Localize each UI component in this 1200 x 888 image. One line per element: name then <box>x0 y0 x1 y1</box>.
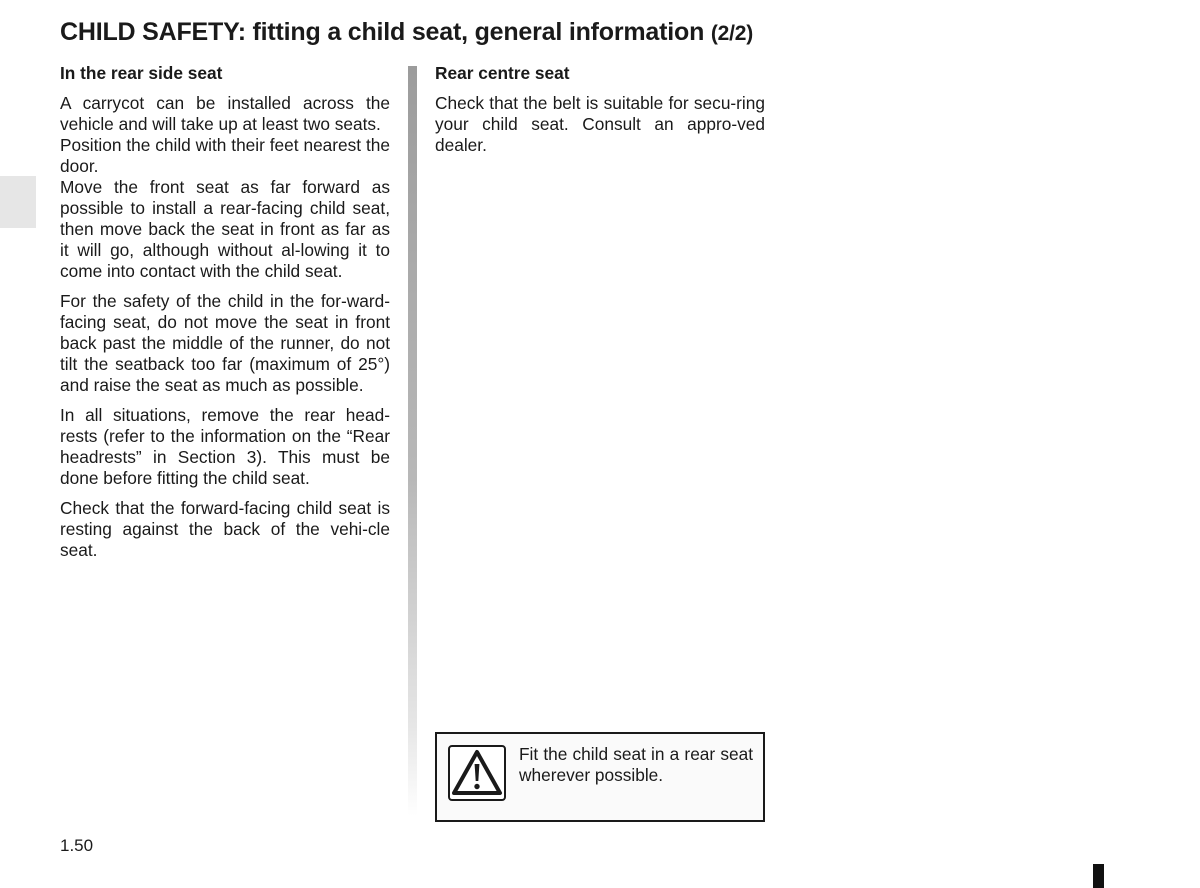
paragraph-line: In all situations, remove the rear head-rests (refer to the information on the “Rear headrests” in Section 3). This must be done before fitting the child seat. <box>60 405 390 488</box>
warning-text: Fit the child seat in a rear seat wherever possible. <box>519 744 753 785</box>
page-title <box>60 18 753 47</box>
left-column-heading: In the rear side seat <box>60 63 223 83</box>
paragraph-line: A carrycot can be installed across the vehicle and will take up at least two seats. <box>60 93 390 134</box>
left-column <box>60 63 390 570</box>
paragraph-line: Check that the forward-facing child seat is resting against the back of the vehi-cle seat. <box>60 498 390 560</box>
column-divider <box>408 66 417 816</box>
paragraph-line: For the safety of the child in the for-ward-facing seat, do not move the seat in front back past the middle of the runner, do not tilt the seatback too far (maximum of 25°) and raise the seat as much as possible. <box>60 291 390 395</box>
right-column-heading: Rear centre seat <box>435 63 570 83</box>
page-number: 1.50 <box>60 836 94 855</box>
paragraph <box>60 291 390 396</box>
page-title-suffix: (2/2) <box>710 22 754 45</box>
paragraph <box>60 405 390 489</box>
warning-box <box>435 732 765 822</box>
paragraph <box>60 93 390 282</box>
warning-triangle-icon <box>448 745 506 801</box>
paragraph-line: Position the child with their feet nearest the door. <box>60 135 390 176</box>
right-column <box>435 63 765 165</box>
paragraph: Check that the belt is suitable for secu-ring your child seat. Consult an appro-ved dealer. <box>435 93 765 155</box>
paragraph <box>60 498 390 561</box>
warning-triangle-graphic <box>450 747 504 799</box>
paragraph-line: Move the front seat as far forward as possible to install a rear-facing child seat, then move back the seat in front as far as it will go, although without al-lowing it to come into contact with the child seat. <box>60 177 390 281</box>
section-tab <box>0 176 36 228</box>
corner-mark <box>1093 864 1104 888</box>
page-title-text: CHILD SAFETY: fitting a child seat, general information <box>60 18 705 46</box>
